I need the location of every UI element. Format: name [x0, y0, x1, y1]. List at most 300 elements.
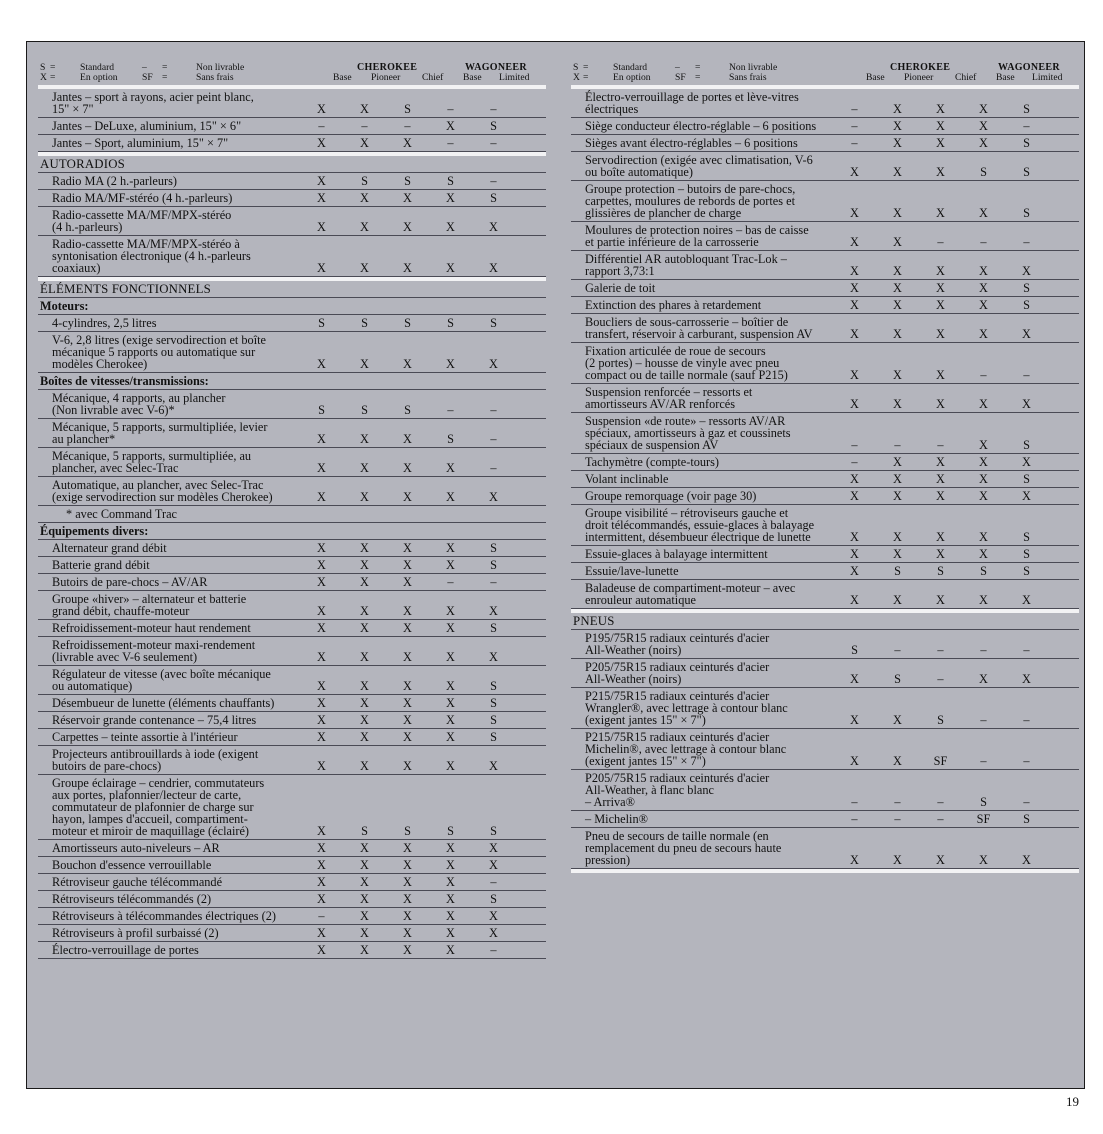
cell-base: X [850, 206, 859, 220]
row-label: Baladeuse de compartiment-moteur – avec enrouleur automatique [585, 581, 796, 607]
cell-wagoneer-base: X [979, 206, 988, 220]
cell-base: X [317, 759, 326, 773]
trim-pioneer: Pioneer [904, 72, 934, 83]
row-label: Électro-verrouillage de portes et lève-vitres électriques [585, 90, 799, 116]
subsection-heading [38, 523, 546, 540]
cell-pioneer: X [893, 368, 902, 382]
cell-chief: S [404, 824, 411, 838]
cell-base: X [317, 136, 326, 150]
cell-wagoneer-base: X [979, 327, 988, 341]
table-row [571, 251, 1079, 280]
cell-chief: – [937, 643, 944, 657]
cell-base: X [317, 621, 326, 635]
table-row [38, 746, 546, 775]
cell-pioneer: X [360, 650, 369, 664]
cell-limited: – [490, 943, 497, 957]
cell-limited: X [1022, 397, 1031, 411]
cell-pioneer: X [893, 397, 902, 411]
cell-chief: X [403, 650, 412, 664]
cell-chief: X [403, 713, 412, 727]
row-label: Mécanique, 4 rapports, au plancher (Non livrable avec V-6)* [52, 391, 226, 417]
table-row [571, 471, 1079, 488]
cell-limited: S [490, 316, 497, 330]
cell-wagoneer-base: S [980, 795, 987, 809]
row-label: Volant inclinable [585, 472, 669, 486]
cell-pioneer: X [893, 853, 902, 867]
cell-wagoneer-base: X [446, 696, 455, 710]
cell-limited: S [1023, 530, 1030, 544]
cell-chief: X [936, 455, 945, 469]
cell-chief: S [404, 403, 411, 417]
cell-wagoneer-base: X [446, 679, 455, 693]
cell-pioneer: X [893, 206, 902, 220]
cell-pioneer: S [361, 316, 368, 330]
row-label: Jantes – DeLuxe, aluminium, 15" × 6" [52, 119, 242, 133]
table-row [571, 343, 1079, 384]
cell-wagoneer-base: – [980, 643, 987, 657]
cell-chief: X [403, 541, 412, 555]
cell-chief: X [403, 730, 412, 744]
cell-limited: X [489, 926, 498, 940]
row-label: Groupe protection – butoirs de pare-chocs, carpettes, moulures de rebords de portes et glissières de plancher de charge [585, 182, 796, 220]
cell-pioneer: X [360, 926, 369, 940]
spec-sheet [26, 41, 1085, 1089]
right-table [571, 56, 1079, 873]
row-label: Essuie-glaces à balayage intermittent [585, 547, 768, 561]
cell-pioneer: X [360, 575, 369, 589]
group-wagoneer: WAGONEER [465, 62, 527, 73]
table-row [38, 908, 546, 925]
right-rows [571, 89, 1079, 869]
cell-chief: X [936, 489, 945, 503]
table-row [571, 505, 1079, 546]
row-label: Jantes – Sport, aluminium, 15" × 7" [52, 136, 229, 150]
table-row [38, 332, 546, 373]
row-label: AUTORADIOS [40, 157, 125, 171]
table-row [571, 280, 1079, 297]
cell-pioneer: X [893, 455, 902, 469]
cell-wagoneer-base: X [979, 438, 988, 452]
cell-base: – [318, 119, 325, 133]
table-header [571, 56, 1079, 89]
cell-chief: X [936, 368, 945, 382]
row-label: P205/75R15 radiaux ceinturés d'acier All-Weather (noirs) [585, 660, 770, 686]
cell-limited: – [1023, 754, 1030, 768]
table-row [571, 297, 1079, 314]
cell-base: X [317, 558, 326, 572]
cell-wagoneer-base: X [979, 281, 988, 295]
cell-wagoneer-base: – [980, 235, 987, 249]
trim-chief: Chief [422, 72, 444, 83]
row-label: Radio-cassette MA/MF/MPX-stéréo (4 h.-parleurs) [52, 208, 232, 234]
row-label: P205/75R15 radiaux ceinturés d'acier All-Weather, à flanc blanc – Arriva® [585, 771, 770, 809]
row-label: Groupe éclairage – cendrier, commutateurs aux portes, plafonnier/lecteur de carte, commutateur de plafonnier de charge sur hayon, lampes d'accueil, compartiment- moteur et miroir de maquillage (éclairé) [52, 776, 265, 838]
cell-wagoneer-base: S [447, 824, 454, 838]
cell-chief: X [936, 165, 945, 179]
row-label: ÉLÉMENTS FONCTIONNELS [40, 282, 211, 296]
table-row [571, 454, 1079, 471]
row-label: Projecteurs antibrouillards à iode (exigent butoirs de pare-chocs) [52, 747, 259, 773]
cell-chief: X [403, 461, 412, 475]
cell-pioneer: X [360, 558, 369, 572]
cell-limited: – [1023, 643, 1030, 657]
cell-base: X [317, 926, 326, 940]
cell-wagoneer-base: X [979, 472, 988, 486]
cell-base: – [851, 102, 858, 116]
row-label: Radio MA/MF-stéréo (4 h.-parleurs) [52, 191, 233, 205]
cell-base: S [851, 643, 858, 657]
row-label: Rétroviseur gauche télécommandé [52, 875, 223, 889]
cell-limited: S [1023, 564, 1030, 578]
cell-wagoneer-base: S [447, 174, 454, 188]
cell-limited: S [490, 541, 497, 555]
cell-limited: X [489, 357, 498, 371]
table-row [38, 891, 546, 908]
cell-limited: X [1022, 593, 1031, 607]
table-row [571, 563, 1079, 580]
cell-chief: X [403, 575, 412, 589]
cell-limited: – [1023, 368, 1030, 382]
cell-limited: S [1023, 165, 1030, 179]
cell-chief: X [936, 264, 945, 278]
cell-wagoneer-base: X [979, 136, 988, 150]
table-row [38, 925, 546, 942]
trim-pioneer: Pioneer [371, 72, 401, 83]
table-row [38, 419, 546, 448]
cell-base: X [850, 672, 859, 686]
table-row [38, 236, 546, 277]
cell-base: S [318, 316, 325, 330]
cell-base: X [850, 853, 859, 867]
table-row [38, 942, 546, 959]
cell-limited: – [490, 403, 497, 417]
table-row [38, 620, 546, 637]
cell-pioneer: X [893, 136, 902, 150]
cell-limited: S [490, 191, 497, 205]
cell-limited: – [490, 875, 497, 889]
subsection-heading [38, 298, 546, 315]
section-heading [571, 609, 1079, 630]
cell-base: X [317, 261, 326, 275]
row-label: Groupe «hiver» – alternateur et batterie grand débit, chauffe-moteur [52, 592, 247, 618]
trim-chief: Chief [955, 72, 977, 83]
group-cherokee: CHEROKEE [357, 62, 418, 73]
cell-base: X [850, 327, 859, 341]
row-label: Siège conducteur électro-réglable – 6 positions [585, 119, 817, 133]
cell-base: X [317, 713, 326, 727]
cell-pioneer: X [360, 136, 369, 150]
cell-base: X [850, 754, 859, 768]
row-label: Moteurs: [40, 299, 89, 313]
row-label: Suspension renforcée – ressorts et amortisseurs AV/AR renforcés [585, 385, 753, 411]
cell-limited: S [1023, 812, 1030, 826]
cell-pioneer: S [361, 403, 368, 417]
cell-chief: X [403, 759, 412, 773]
cell-base: X [317, 541, 326, 555]
cell-limited: X [489, 261, 498, 275]
cell-wagoneer-base: SF [976, 812, 991, 826]
cell-pioneer: X [360, 261, 369, 275]
cell-wagoneer-base: X [446, 621, 455, 635]
row-label: P215/75R15 radiaux ceinturés d'acier Wrangler®, avec lettrage à contour blanc (exigent jantes 15" × 7") [585, 689, 788, 727]
row-label: Groupe remorquage (voir page 30) [585, 489, 757, 503]
cell-pioneer: X [893, 530, 902, 544]
cell-limited: S [1023, 438, 1030, 452]
cell-pioneer: S [361, 174, 368, 188]
cell-chief: X [403, 136, 412, 150]
cell-wagoneer-base: X [979, 298, 988, 312]
cell-pioneer: – [894, 795, 901, 809]
cell-limited: – [490, 174, 497, 188]
subsection-heading [38, 373, 546, 390]
cell-limited: – [490, 102, 497, 116]
cell-chief: X [936, 593, 945, 607]
cell-base: X [317, 824, 326, 838]
cell-base: X [317, 220, 326, 234]
cell-limited: – [490, 461, 497, 475]
table-row [38, 89, 546, 118]
row-label: Suspension «de route» – ressorts AV/AR spéciaux, amortisseurs à gaz et coussinets spéciaux de suspension AV [585, 414, 791, 452]
table-row [38, 118, 546, 135]
cell-chief: X [403, 558, 412, 572]
cell-base: X [317, 892, 326, 906]
row-label: PNEUS [573, 614, 615, 628]
cell-wagoneer-base: X [446, 909, 455, 923]
cell-wagoneer-base: S [447, 316, 454, 330]
cell-chief: X [403, 357, 412, 371]
cell-chief: – [937, 235, 944, 249]
row-label: Rétroviseurs télécommandés (2) [52, 892, 212, 906]
row-label: Électro-verrouillage de portes [52, 943, 199, 957]
table-row [38, 666, 546, 695]
cell-base: X [317, 575, 326, 589]
row-label: Tachymètre (compte-tours) [585, 455, 720, 469]
cell-base: – [318, 909, 325, 923]
row-label: Extinction des phares à retardement [585, 298, 762, 312]
row-label: Radio MA (2 h.-parleurs) [52, 174, 177, 188]
cell-limited: S [1023, 206, 1030, 220]
cell-pioneer: – [894, 643, 901, 657]
cell-pioneer: X [360, 432, 369, 446]
cell-chief: SF [933, 754, 948, 768]
cell-chief: X [403, 926, 412, 940]
cell-base: X [317, 490, 326, 504]
cell-chief: X [403, 943, 412, 957]
row-label: Sièges avant électro-réglables – 6 positions [585, 136, 798, 150]
cell-pioneer: X [893, 264, 902, 278]
cell-chief: X [403, 604, 412, 618]
cell-pioneer: S [361, 824, 368, 838]
section-heading [38, 152, 546, 173]
cell-pioneer: X [360, 679, 369, 693]
cell-pioneer: X [893, 298, 902, 312]
cell-chief: X [936, 547, 945, 561]
cell-limited: X [489, 490, 498, 504]
trim-base: Base [333, 72, 352, 83]
cell-chief: X [936, 298, 945, 312]
trim-limited: Limited [1032, 72, 1063, 83]
row-label: – Michelin® [585, 812, 648, 826]
page-number: 19 [1066, 1094, 1079, 1109]
table-row [38, 695, 546, 712]
table-row [38, 775, 546, 840]
legend-line-2: X = En option SF = Sans frais [573, 72, 767, 83]
cell-pioneer: X [360, 875, 369, 889]
cell-base: X [850, 530, 859, 544]
cell-limited: S [1023, 472, 1030, 486]
cell-wagoneer-base: X [979, 853, 988, 867]
row-label: Radio-cassette MA/MF/MPX-stéréo à syntonisation électronique (4 h.-parleurs coaxiaux) [52, 237, 251, 275]
cell-wagoneer-base: X [979, 593, 988, 607]
cell-limited: S [1023, 547, 1030, 561]
cell-chief: X [403, 679, 412, 693]
table-row [38, 874, 546, 891]
row-label: P215/75R15 radiaux ceinturés d'acier Michelin®, avec lettrage à contour blanc (exigent jantes 15" × 7") [585, 730, 787, 768]
cell-chief: X [936, 206, 945, 220]
cell-limited: S [490, 679, 497, 693]
cell-pioneer: X [360, 191, 369, 205]
cell-wagoneer-base: X [446, 858, 455, 872]
cell-pioneer: S [894, 564, 901, 578]
cell-chief: – [937, 812, 944, 826]
row-label: Groupe visibilité – rétroviseurs gauche et droit télécommandés, essuie-glaces à balayage intermittent, désembueur électrique de lunette [585, 506, 815, 544]
cell-chief: S [404, 102, 411, 116]
cell-base: X [317, 875, 326, 889]
cell-limited: – [490, 136, 497, 150]
cell-limited: S [490, 558, 497, 572]
cell-base: X [850, 593, 859, 607]
legend-line-1: S = Standard – = Non livrable [40, 62, 245, 73]
cell-wagoneer-base: X [446, 875, 455, 889]
cell-pioneer: X [893, 754, 902, 768]
cell-pioneer: X [360, 220, 369, 234]
cell-wagoneer-base: X [446, 357, 455, 371]
table-row [571, 770, 1079, 811]
table-row [571, 135, 1079, 152]
table-row [571, 118, 1079, 135]
cell-limited: X [489, 650, 498, 664]
cell-wagoneer-base: X [979, 547, 988, 561]
cell-wagoneer-base: – [447, 136, 454, 150]
cell-wagoneer-base: X [446, 604, 455, 618]
cell-wagoneer-base: – [447, 403, 454, 417]
row-label: P195/75R15 radiaux ceinturés d'acier All-Weather (noirs) [585, 631, 770, 657]
table-row [571, 314, 1079, 343]
cell-base: X [317, 604, 326, 618]
table-row [571, 630, 1079, 659]
cell-limited: S [490, 892, 497, 906]
cell-limited: S [490, 119, 497, 133]
cell-limited: S [490, 713, 497, 727]
cell-base: X [317, 858, 326, 872]
cell-pioneer: X [360, 943, 369, 957]
row-label: Jantes – sport à rayons, acier peint blanc, 15" × 7" [52, 90, 254, 116]
cell-limited: – [490, 432, 497, 446]
table-row [571, 729, 1079, 770]
cell-chief: X [936, 327, 945, 341]
cell-wagoneer-base: X [979, 672, 988, 686]
table-row [38, 857, 546, 874]
cell-wagoneer-base: X [446, 730, 455, 744]
legend-line-1: S = Standard – = Non livrable [573, 62, 778, 73]
cell-base: X [317, 650, 326, 664]
cell-wagoneer-base: S [980, 165, 987, 179]
cell-pioneer: S [894, 672, 901, 686]
cell-wagoneer-base: X [446, 650, 455, 664]
cell-pioneer: X [360, 892, 369, 906]
table-header [38, 56, 546, 89]
cell-limited: S [490, 824, 497, 838]
cell-base: – [851, 136, 858, 150]
cell-limited: X [489, 858, 498, 872]
cell-limited: – [1023, 119, 1030, 133]
cell-wagoneer-base: X [446, 713, 455, 727]
row-label: Moulures de protection noires – bas de caisse et partie inférieure de la carrosserie [585, 223, 809, 249]
cell-chief: – [937, 795, 944, 809]
cell-limited: X [1022, 264, 1031, 278]
table-row [38, 637, 546, 666]
row-label: Régulateur de vitesse (avec boîte mécanique ou automatique) [52, 667, 271, 693]
row-label: Automatique, au plancher, avec Selec-Trac (exige servodirection sur modèles Cherokee) [52, 478, 273, 504]
cell-chief: X [403, 696, 412, 710]
cell-pioneer: – [361, 119, 368, 133]
cell-base: X [850, 547, 859, 561]
row-label: Équipements divers: [40, 524, 149, 538]
cell-wagoneer-base: X [979, 455, 988, 469]
cell-pioneer: X [360, 490, 369, 504]
row-label: Boucliers de sous-carrosserie – boîtier de transfert, réservoir à carburant, suspension AV [585, 315, 813, 341]
cell-pioneer: X [360, 357, 369, 371]
row-label: * avec Command Trac [66, 507, 177, 521]
cell-chief: X [403, 432, 412, 446]
cell-wagoneer-base: X [446, 119, 455, 133]
cell-wagoneer-base: X [446, 261, 455, 275]
left-rows [38, 89, 546, 959]
cell-limited: X [489, 759, 498, 773]
trim-base-wagoneer: Base [996, 72, 1015, 83]
cell-pioneer: X [893, 235, 902, 249]
cell-wagoneer-base: – [980, 754, 987, 768]
cell-wagoneer-base: X [979, 119, 988, 133]
cell-base: X [850, 564, 859, 578]
cell-pioneer: X [360, 461, 369, 475]
cell-wagoneer-base: X [446, 841, 455, 855]
cell-base: X [850, 264, 859, 278]
cell-wagoneer-base: – [447, 102, 454, 116]
row-label: 4-cylindres, 2,5 litres [52, 316, 157, 330]
cell-chief: X [403, 841, 412, 855]
cell-limited: S [490, 696, 497, 710]
cell-base: X [850, 165, 859, 179]
table-row [571, 659, 1079, 688]
table-row [571, 828, 1079, 869]
row-label: Alternateur grand débit [52, 541, 167, 555]
cell-base: X [850, 368, 859, 382]
table-row [38, 135, 546, 152]
cell-wagoneer-base: X [979, 489, 988, 503]
row-label: Amortisseurs auto-niveleurs – AR [52, 841, 220, 855]
cell-limited: – [1023, 713, 1030, 727]
table-row [571, 384, 1079, 413]
table-row [38, 574, 546, 591]
table-row [571, 688, 1079, 729]
cell-limited: – [1023, 795, 1030, 809]
table-row [38, 390, 546, 419]
cell-limited: S [1023, 102, 1030, 116]
cell-pioneer: X [893, 593, 902, 607]
cell-chief: X [403, 875, 412, 889]
row-label: Bouchon d'essence verrouillable [52, 858, 212, 872]
